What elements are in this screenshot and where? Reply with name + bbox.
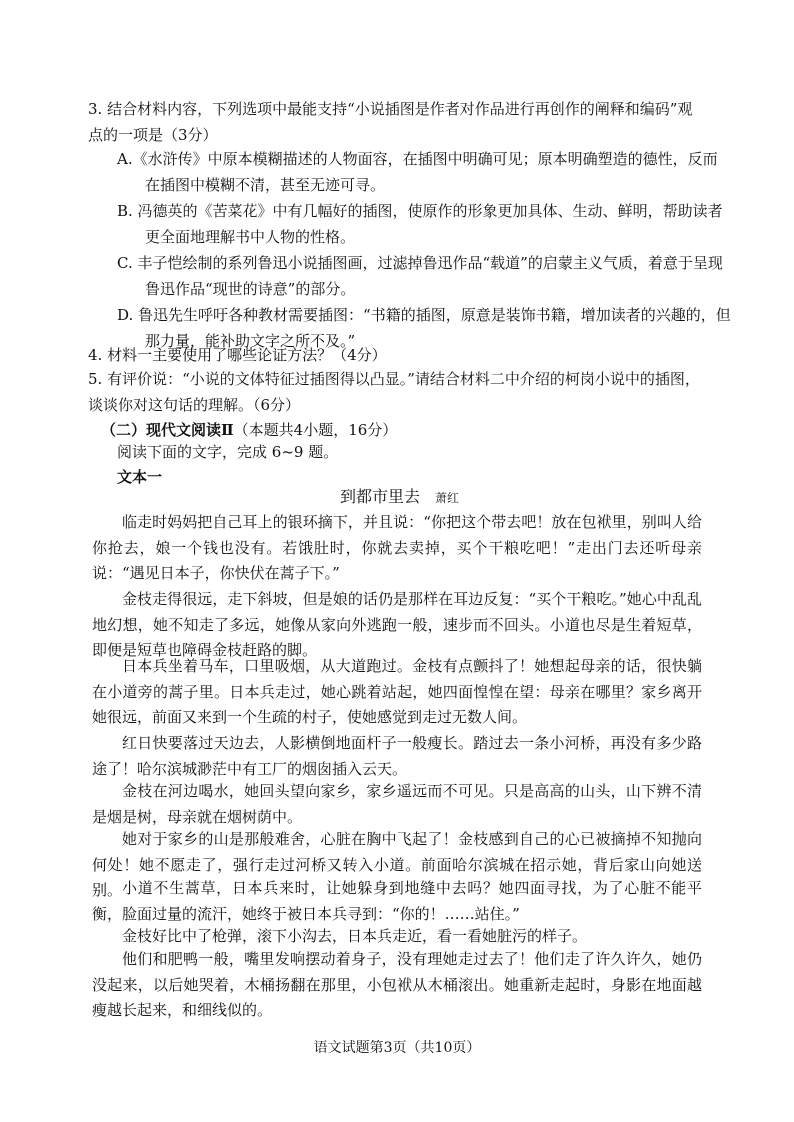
story-paragraph: 他们和肥鸭一般，嘴里发响摆动着身子，没有理她走过去了！他们走了许久许久，她仍没起来，以后她哭着，木桶扬翻在那里，小包袱从木桶滚出。她重新走起时，身影在地面越瘦越长起来，和细线似的。 bbox=[92, 950, 702, 1019]
page-footer: 语文试题第3页（共10页） bbox=[313, 1040, 481, 1056]
story-title: 到都市里去 bbox=[340, 487, 421, 506]
question-5 bbox=[88, 366, 700, 418]
story-paragraph: 金枝在河边喝水，她回头望向家乡，家乡遥远而不可见。只是高高的山头，山下辨不清是烟是树，母亲就在烟树荫中。 bbox=[92, 782, 702, 826]
story-paragraph: 红日快要落过天边去，人影横倒地面杆子一般瘦长。踏过去一条小河桥，再没有多少路途了！哈尔滨城渺茫中有工厂的烟囱插入云天。 bbox=[92, 734, 702, 778]
option-a: A.《水浒传》中原本模糊描述的人物面容，在插图中明确可见；原本明确塑造的德性，反而在插图中模糊不清，甚至无迹可寻。 bbox=[117, 150, 718, 194]
story-paragraph: 金枝好比中了枪弹，滚下小沟去，日本兵走近，看一看她脏污的样子。 bbox=[122, 927, 588, 945]
story-paragraph: 日本兵坐着马车，口里吸烟，从大道跑过。金枝有点颤抖了！她想起母亲的话，很快躺在小道旁的蒿子里。日本兵走过，她心跳着站起，她四面惶惶在望：母亲在哪里？家乡离开她很远，前面又来到一个生疏的村子，使她感觉到走过无数人间。 bbox=[92, 657, 702, 726]
text-label: 文本一 bbox=[117, 468, 163, 486]
section-heading bbox=[101, 419, 397, 441]
section-note: （本题共4小题，16分） bbox=[233, 421, 398, 439]
question-text: 结合材料内容，下列选项中最能支持“小说插图是作者对作品进行再创作的阐释和编码”观点的一项是（3分） bbox=[88, 100, 693, 144]
story-paragraph: 金枝走得很远，走下斜坡，但是娘的话仍是那样在耳边反复：“买个干粮吃。”她心中乱乱地幻想，她不知走了多远，她像从家向外逃跑一般，速步而不回头。小道也尽是生着短草，即便是短草也障碍金枝赶路的脚。 bbox=[92, 590, 702, 659]
question-text: 有评价说：“小说的文体特征过插图得以凸显。”请结合材料二中介绍的柯岗小说中的插图，谈谈你对这句话的理解。（6分） bbox=[88, 370, 700, 414]
story-paragraph: 临走时妈妈把自己耳上的银环摘下，并且说：“你把这个带去吧！放在包袱里，别叫人给你抢去，娘一个钱也没有。若饿肚时，你就去卖掉，买个干粮吃吧！”走出门去还听母亲说：“遇见日本子，你快伏在蒿子下。” bbox=[92, 513, 702, 582]
question-number: 4. bbox=[88, 346, 103, 364]
option-d: D. 鲁迅先生呼吁各种教材需要插图：“书籍的插图，原意是装饰书籍，增加读者的兴趣的，但那力量，能补助文字之所不及。” bbox=[117, 306, 731, 350]
question-number: 3. bbox=[88, 100, 103, 118]
section-instruction: 阅读下面的文字，完成 6~9 题。 bbox=[117, 443, 339, 461]
story-paragraph: 小道不生蒿草，日本兵来时，让她躲身到地缝中去吗？她四面寻找，为了心脏不能平衡，脸面过量的流汗，她终于被日本兵寻到：“你的！……站住。” bbox=[92, 879, 702, 923]
section-title: （二）现代文阅读Ⅱ bbox=[101, 421, 234, 439]
question-number: 5. bbox=[88, 370, 103, 388]
option-c: C. 丰子恺绘制的系列鲁迅小说插图画，过滤掉鲁迅作品“载道”的启蒙主义气质，着意于呈现鲁迅作品“现世的诗意”的部分。 bbox=[117, 254, 723, 298]
question-3 bbox=[88, 96, 700, 148]
option-b: B. 冯德英的《苦菜花》中有几幅好的插图，使原作的形象更加具体、生动、鲜明，帮助读者更全面地理解书中人物的性格。 bbox=[117, 202, 723, 246]
story-author: 萧红 bbox=[435, 491, 460, 505]
story-paragraph: 她对于家乡的山是那般难舍，心脏在胸中飞起了！金枝感到自己的心已被摘掉不知抛向何处！她不愿走了，强行走过河桥又转入小道。前面哈尔滨城在招示她，背后家山向她送别。 bbox=[92, 830, 702, 899]
question-text: 材料一主要使用了哪些论证方法？（4分） bbox=[107, 346, 387, 364]
question-4 bbox=[88, 342, 700, 368]
